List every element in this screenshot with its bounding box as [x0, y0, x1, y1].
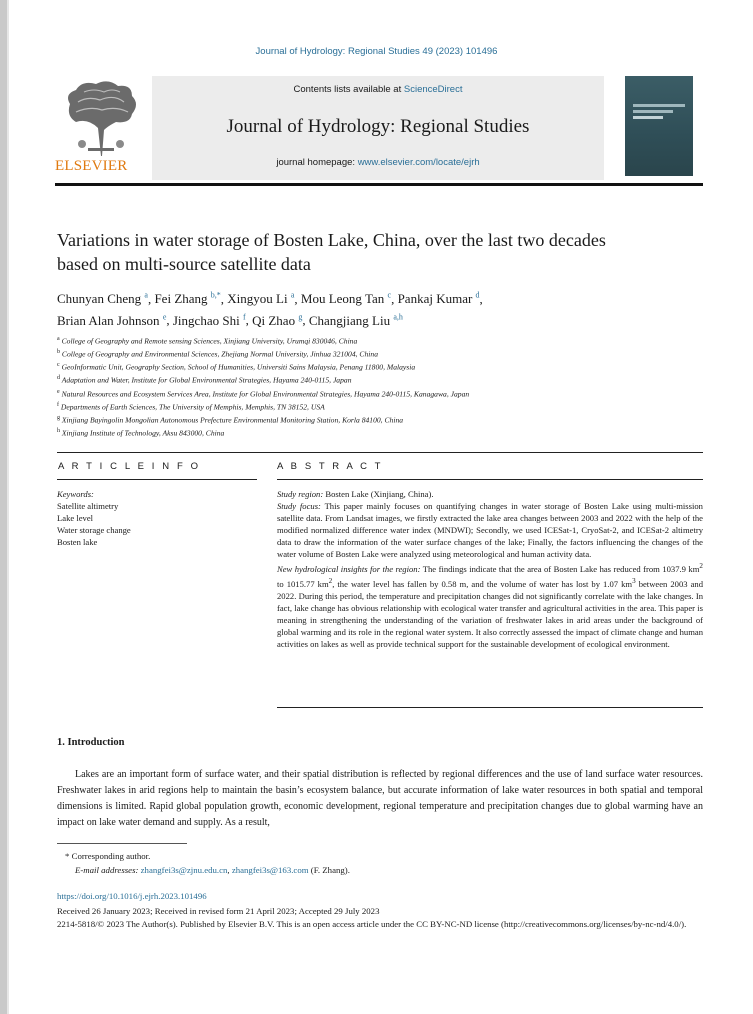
journal-cover-thumbnail[interactable]: [625, 76, 693, 176]
publication-info: [57, 905, 703, 930]
corresponding-note: * Corresponding author.: [65, 851, 151, 861]
author[interactable]: Xingyou Li $^a$: [227, 291, 295, 307]
affiliation: $^h$ Xinjiang Institute of Technology, Aksu 843000, China: [57, 427, 225, 438]
header-rule: [55, 183, 703, 186]
study-region: Study region: Bosten Lake (Xinjiang, China).: [277, 489, 434, 499]
affiliation: $^e$ Natural Resources and Ecosystem Services Area, Institute for Global Environmental Strategies, Hayama 240-0115, Kanagawa, Japan: [57, 388, 470, 399]
footnote-rule: [57, 843, 187, 844]
scan-edge-left: [0, 0, 7, 1014]
email-link[interactable]: zhangfei3s@163.com: [231, 865, 309, 875]
abstract-heading: A B S T R A C T: [277, 461, 384, 472]
license-text: 2214-5818/© 2023 The Author(s). Published by Elsevier B.V. This is an open access article under the CC BY-NC-ND license (http://creativecommons.org/licenses/by-nc-nd/4.0/).: [57, 918, 687, 929]
hydrological-insights: New hydrological insights for the region: The findings indicate that the area of Bosten Lake has reduced from 1037.9 $km^2$ to 1015.77 $km^2$, the water level has fallen by 0.58 m, and the volume of water has lost by 1.07 $km^3$ between 2003 and 2022. During this period, the temperature and precipitation changes did not significantly correlate with the lake changes. In fact, lake change has obvious relationship with ecological water transfer and agricultural activities in the area. This paper is meaning in strengthening the understanding of the variation of freshwater lakes in arid areas under the background of global warming and its role in the regional water system. It also correctly assessed the impact of climate change and human activities on lakes as well as provide technical support for the sustainable development of ecological environment.: [277, 562, 703, 649]
section-rule: [57, 452, 703, 453]
author[interactable]: Qi Zhao $^g$: [252, 312, 303, 328]
email-line: E-mail addresses: zhangfei3s@zjnu.edu.cn, zhangfei3s@163.com (F. Zhang).: [75, 865, 350, 875]
affiliation-list: [57, 334, 657, 439]
keyword: Satellite altimetry: [57, 501, 119, 511]
footnote-block: [57, 849, 703, 877]
journal-citation[interactable]: Journal of Hydrology: Regional Studies 49 (2023) 101496: [255, 46, 498, 57]
affiliation: $^f$ Departments of Earth Sciences, The University of Memphis, Memphis, TN 38152, USA: [57, 401, 325, 412]
email-link[interactable]: zhangfei3s@zjnu.edu.cn: [140, 865, 228, 875]
doi-link[interactable]: https://doi.org/10.1016/j.ejrh.2023.101496: [57, 891, 207, 901]
author[interactable]: Brian Alan Johnson $^e$: [57, 312, 167, 328]
homepage-link[interactable]: www.elsevier.com/locate/ejrh: [357, 157, 480, 168]
author[interactable]: Jingchao Shi $^f$: [172, 312, 246, 328]
keyword: Lake level: [57, 513, 94, 523]
author[interactable]: Changjiang Liu $^{a,h}$: [308, 312, 403, 328]
homepage-prefix: journal homepage:: [276, 157, 356, 168]
keywords-label: Keywords:: [57, 489, 94, 499]
journal-title: Journal of Hydrology: Regional Studies: [226, 116, 530, 137]
keywords-block: [57, 488, 257, 548]
author[interactable]: Chunyan Cheng $^a$: [57, 291, 148, 307]
article-info-heading: A R T I C L E I N F O: [58, 461, 201, 472]
author-list: Chunyan Cheng $^a$, Fei Zhang $^{b,*}$, Xingyou Li $^a$, Mou Leong Tan $^c$, Pankaj Kumar $^d$, Brian Alan Johnson $^e$, Jingchao Shi $^f$, Qi Zhao $^g$, Changjiang Liu $^{a,h}$: [57, 291, 483, 328]
abstract-rule: [277, 479, 703, 480]
affiliation: $^b$ College of Geography and Environmental Sciences, Zhejiang Normal University, Jinhua 321004, China: [57, 349, 378, 359]
cover-subtitle-bar: [633, 116, 663, 119]
sciencedirect-link[interactable]: ScienceDirect: [403, 84, 463, 95]
contents-line: [152, 84, 604, 95]
author[interactable]: Fei Zhang $^{b,*}$: [154, 291, 221, 307]
contents-prefix: Contents lists available at: [293, 84, 402, 95]
introduction-text: Lakes are an important form of surface water, and their spatial distribution is reflected by regional differences and the use of land surface water resources. Freshwater lakes in arid regions help to maintain the basin’s ecosystem balance, but accurate information of lake water resources in both spatial and temporal dimensions is limited. Rapid global population growth, economic development, regional temperature and precipitation changes due to global warming have an impact on lake water demand and supply. As a result,: [57, 769, 703, 828]
abstract-end-rule: [277, 707, 703, 708]
affiliation: $^a$ College of Geography and Remote sensing Sciences, Xinjiang University, Urumqi 830046, China: [57, 336, 358, 346]
introduction-heading: 1. Introduction: [57, 737, 125, 748]
homepage-line: [152, 157, 604, 168]
article-info-rule: [57, 479, 257, 480]
affiliation: $^c$ GeoInformatic Unit, Geography Section, School of Humanities, Universiti Sains Malaysia, Penang 11800, Malaysia: [57, 362, 416, 372]
cover-title-bar: [633, 104, 685, 107]
author[interactable]: Mou Leong Tan $^c$: [300, 291, 392, 307]
scan-edge-shadow: [7, 0, 9, 1014]
author[interactable]: Pankaj Kumar $^d$: [397, 291, 480, 307]
keyword: Water storage change: [57, 525, 131, 535]
affiliation: $^g$ Xinjiang Bayingolin Mongolian Autonomous Prefecture Environmental Monitoring Station, Korla 84100, China: [57, 414, 404, 425]
elsevier-wordmark[interactable]: ELSEVIER: [55, 158, 128, 174]
received-dates: Received 26 January 2023; Received in revised form 21 April 2023; Accepted 29 July 2023: [57, 906, 380, 916]
study-focus: Study focus: This paper mainly focuses on quantifying changes in water storage of Bosten Lake using multi-mission satellite data. From Landsat images, we firstly extracted the lake area changes between 2003 and 2022 with the help of the modified normalized difference water index (MNDWI); Secondly, we used ICESat-1, CryoSat-2, and ICESat-2 altimetry data to draw the information of the water surface changes of the lake; Finally, the factors influencing the changes of the water volume of Bosten Lake were analyzed using meteorological and human activity data.: [277, 501, 703, 559]
affiliation: $^d$ Adaptation and Water, Institute for Global Environmental Strategies, Hayama 240-0115, Japan: [57, 375, 352, 385]
abstract-body: [277, 488, 703, 650]
article-title: Variations in water storage of Bosten Lake, China, over the last two decades based on multi-source satellite data: [57, 230, 606, 274]
keyword: Bosten lake: [57, 537, 98, 547]
cover-title-bar: [633, 110, 673, 113]
